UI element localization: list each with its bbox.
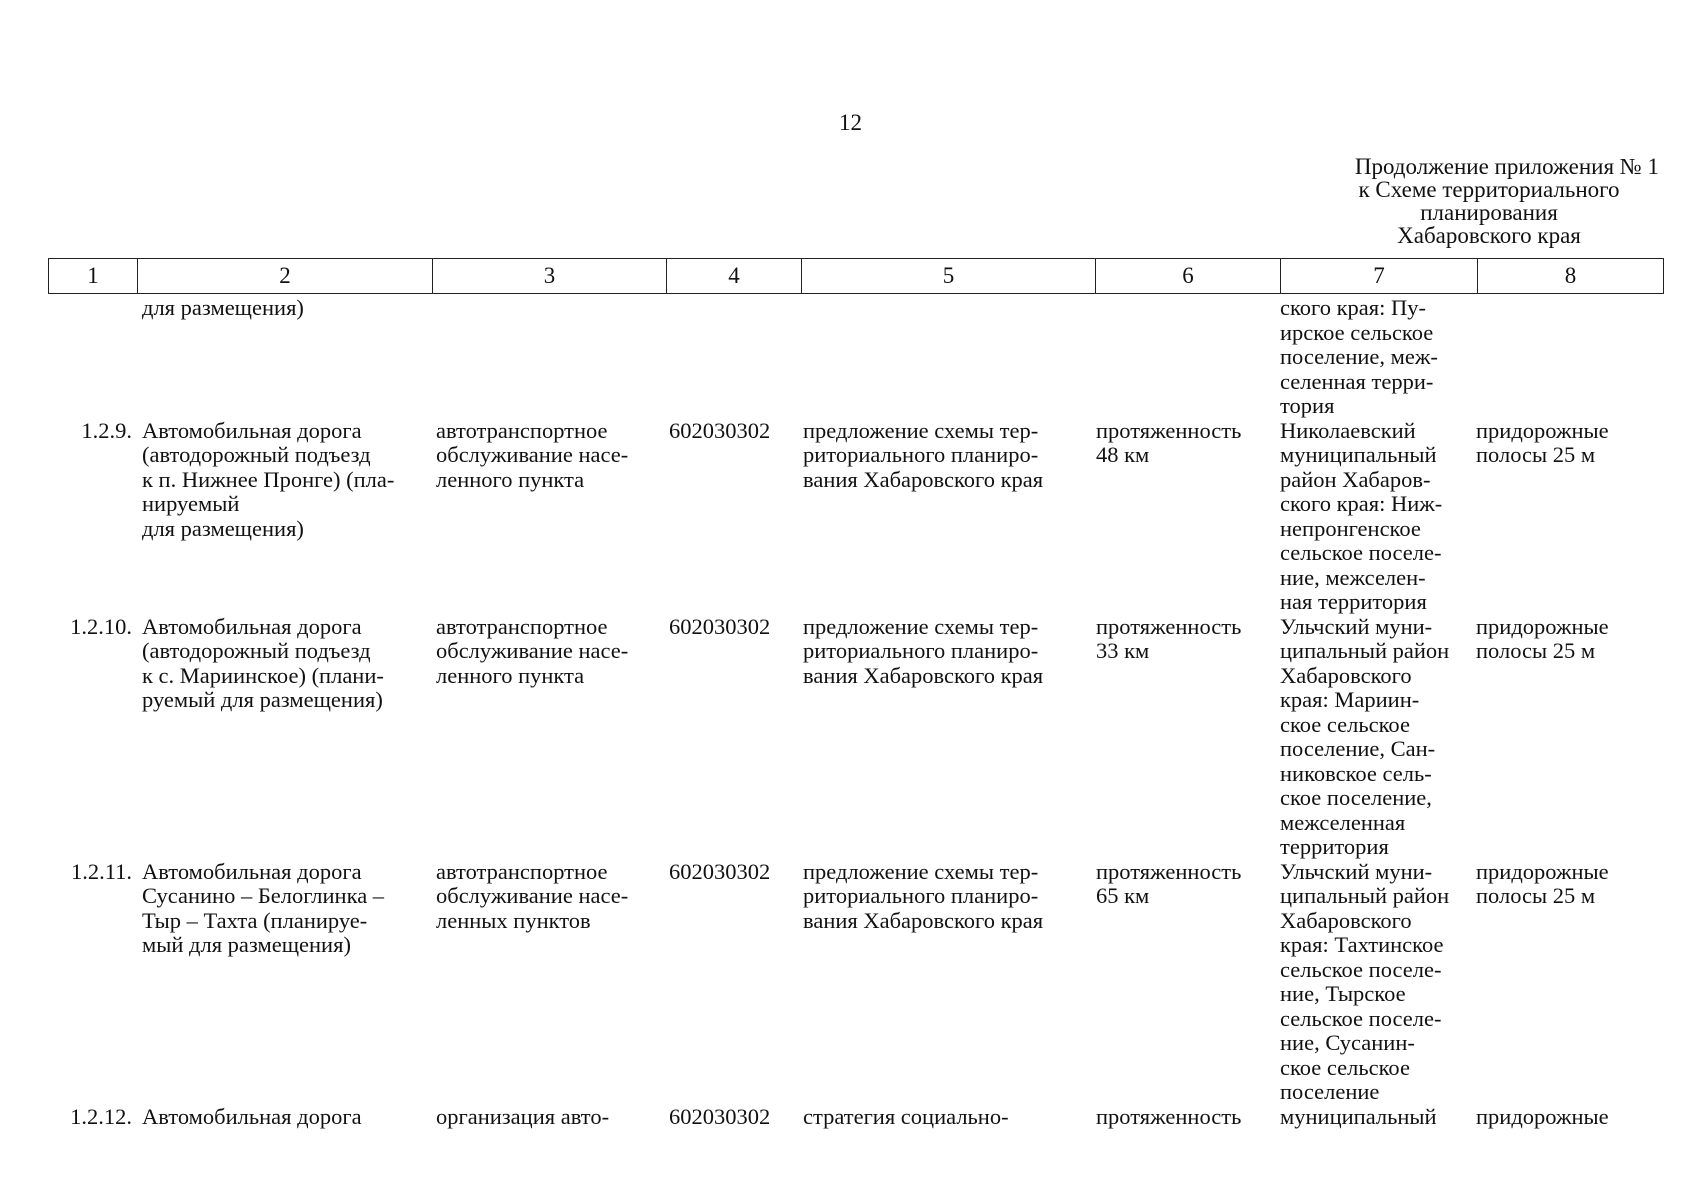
object-code: 602030302 bbox=[669, 1103, 771, 1129]
object-characteristics: протяженность 33 км bbox=[1096, 613, 1242, 663]
appendix-line-3: планирования bbox=[1420, 200, 1558, 225]
object-name: Автомобильная дорога (автодорожный подъезд к с. Мариинское) (плани- руемый для размещения) bbox=[142, 613, 384, 712]
table-row bbox=[48, 1105, 1658, 1130]
object-characteristics: протяженность bbox=[1096, 1103, 1242, 1129]
column-header-1: 1 bbox=[49, 259, 138, 294]
object-purpose bbox=[430, 296, 663, 419]
object-characteristics bbox=[1090, 296, 1274, 419]
object-zones: придорожные полосы 25 м bbox=[1476, 417, 1609, 467]
object-zones bbox=[1470, 296, 1655, 419]
column-header-4: 4 bbox=[667, 259, 802, 294]
object-zones: придорожные полосы 25 м bbox=[1476, 858, 1609, 908]
object-zones: придорожные bbox=[1476, 1103, 1609, 1129]
row-number bbox=[48, 296, 136, 419]
object-zones: придорожные полосы 25 м bbox=[1476, 613, 1609, 663]
object-purpose: автотранспортное обслуживание насе- ленных пунктов bbox=[436, 858, 629, 933]
page-number: 12 bbox=[839, 110, 862, 135]
column-header-7: 7 bbox=[1281, 259, 1478, 294]
column-header-3: 3 bbox=[433, 259, 667, 294]
row-number: 1.2.9. bbox=[81, 417, 132, 443]
object-code: 602030302 bbox=[669, 417, 771, 443]
object-basis bbox=[797, 296, 1090, 419]
column-header-5: 5 bbox=[802, 259, 1096, 294]
row-number: 1.2.12. bbox=[70, 1103, 132, 1129]
column-header-6: 6 bbox=[1096, 259, 1281, 294]
row-number: 1.2.11. bbox=[70, 858, 132, 884]
object-location: Ульчский муни- ципальный район Хабаровского края: Мариин- ское сельское поселение, Сан- никовское сель- ское поселение, межселенная территория bbox=[1280, 613, 1450, 859]
table-row bbox=[48, 296, 1658, 419]
column-header-table bbox=[48, 258, 1664, 294]
object-location: Ульчский муни- ципальный район Хабаровского края: Тахтинское сельское поселе- ние, Тырское сельское поселе- ние, Сусанин- ское сельское поселение bbox=[1280, 858, 1450, 1104]
object-name: Автомобильная дорога Сусанино – Белоглинка – Тыр – Тахта (планируе- мый для размещения) bbox=[142, 858, 385, 957]
table-row bbox=[48, 860, 1658, 1105]
appendix-line-1: Продолжение приложения № 1 bbox=[1354, 154, 1659, 179]
object-basis: предложение схемы тер- риториального планиро- вания Хабаровского края bbox=[803, 858, 1044, 933]
object-purpose: автотранспортное обслуживание насе- ленного пункта bbox=[436, 613, 629, 688]
object-name: Автомобильная дорога bbox=[142, 1103, 362, 1129]
table-row bbox=[48, 419, 1658, 615]
object-name: Автомобильная дорога (автодорожный подъезд к п. Нижнее Пронге) (пла- нируемый для размещения) bbox=[142, 417, 395, 541]
object-basis: предложение схемы тер- риториального планиро- вания Хабаровского края bbox=[803, 613, 1044, 688]
object-location: Николаевский муниципальный район Хабаров- ского края: Ниж- непронгенское сельское поселе- ние, межселен- ная территория bbox=[1280, 417, 1443, 614]
column-header-8: 8 bbox=[1478, 259, 1664, 294]
object-location: ского края: Пу- ирское сельское поселение, меж- селенная терри- тория bbox=[1280, 295, 1438, 418]
object-characteristics: протяженность 48 км bbox=[1096, 417, 1242, 467]
table-row bbox=[48, 615, 1658, 860]
object-code: 602030302 bbox=[669, 858, 771, 884]
object-code bbox=[663, 296, 797, 419]
appendix-line-2: к Схеме территориального bbox=[1358, 177, 1620, 202]
column-header-2: 2 bbox=[138, 259, 433, 294]
object-characteristics: протяженность 65 км bbox=[1096, 858, 1242, 908]
object-purpose: организация авто- bbox=[436, 1103, 610, 1129]
object-basis: стратегия социально- bbox=[803, 1103, 1009, 1129]
appendix-note bbox=[1319, 155, 1659, 247]
object-purpose: автотранспортное обслуживание насе- ленного пункта bbox=[436, 417, 629, 492]
row-number: 1.2.10. bbox=[70, 613, 132, 639]
object-code: 602030302 bbox=[669, 613, 771, 639]
table-body bbox=[48, 296, 1658, 1129]
object-location: муниципальный bbox=[1280, 1103, 1437, 1129]
object-name: для размещения) bbox=[142, 295, 304, 320]
object-basis: предложение схемы тер- риториального планиро- вания Хабаровского края bbox=[803, 417, 1044, 492]
appendix-line-4: Хабаровского края bbox=[1397, 223, 1581, 248]
